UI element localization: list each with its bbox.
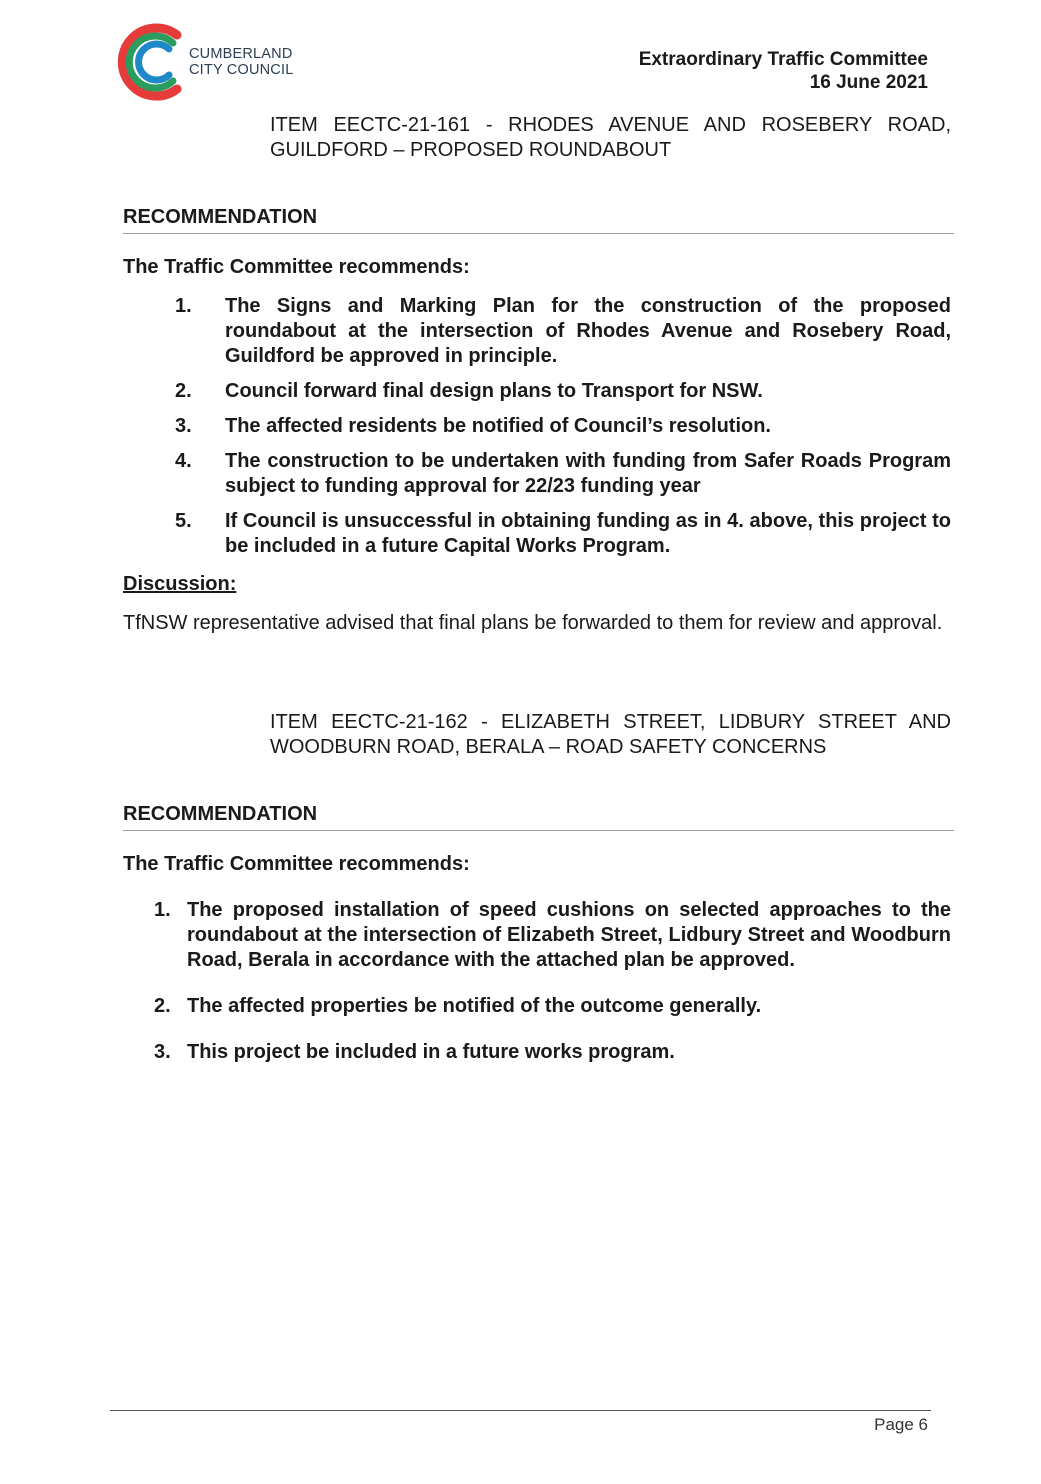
list-item xyxy=(175,379,951,404)
discussion-text: TfNSW representative advised that final plans be forwarded to them for review and approval. xyxy=(123,612,943,634)
list-number: 4. xyxy=(175,450,192,472)
list-number: 3. xyxy=(154,1041,171,1063)
list-number: 2. xyxy=(154,995,171,1017)
list-item xyxy=(175,449,951,499)
list-text: If Council is unsuccessful in obtaining funding as in 4. above, this project to be included in a future Capital Works Program. xyxy=(225,510,951,557)
list-text: The Signs and Marking Plan for the construction of the proposed roundabout at the intersection of Rhodes Avenue and Rosebery Road, Guildford be approved in principle. xyxy=(225,295,951,367)
document-header xyxy=(639,48,928,94)
discussion-heading: Discussion: xyxy=(123,573,237,595)
list-item xyxy=(175,509,951,559)
list-item xyxy=(154,994,951,1019)
list-item xyxy=(175,294,951,369)
list-text: The affected properties be notified of the outcome generally. xyxy=(187,995,762,1017)
page-number: Page 6 xyxy=(874,1415,928,1434)
list-text: The proposed installation of speed cushions on selected approaches to the roundabout at the intersection of Elizabeth Street, Lidbury Street and Woodburn Road, Berala in accordance with the attached plan be approved. xyxy=(187,899,951,971)
list-item xyxy=(154,898,951,973)
item-2-recommendation-heading: RECOMMENDATION xyxy=(123,802,954,831)
footer-divider xyxy=(110,1410,931,1411)
list-number: 3. xyxy=(175,415,192,437)
item-2-title: ITEM EECTC-21-162 - ELIZABETH STREET, LIDBURY STREET AND WOODBURN ROAD, BERALA – ROAD SAFETY CONCERNS xyxy=(270,711,951,758)
list-number: 2. xyxy=(175,380,192,402)
list-text: Council forward final design plans to Transport for NSW. xyxy=(225,380,763,402)
list-text: The construction to be undertaken with funding from Safer Roads Program subject to funding approval for 22/23 funding year xyxy=(225,450,951,497)
meeting-date: 16 June 2021 xyxy=(809,72,928,93)
list-text: The affected residents be notified of Council’s resolution. xyxy=(225,415,771,437)
list-text: This project be included in a future works program. xyxy=(187,1041,675,1063)
list-number: 1. xyxy=(154,899,171,921)
item-2-intro: The Traffic Committee recommends: xyxy=(123,853,470,875)
logo-line-1: CUMBERLAND xyxy=(189,46,293,62)
committee-name: Extraordinary Traffic Committee xyxy=(638,49,928,70)
list-number: 5. xyxy=(175,510,192,532)
list-item xyxy=(154,1040,951,1065)
logo-line-2: CITY COUNCIL xyxy=(189,62,294,78)
list-number: 1. xyxy=(175,295,192,317)
item-1-recommendation-heading: RECOMMENDATION xyxy=(123,205,954,234)
item-1-title: ITEM EECTC-21-161 - RHODES AVENUE AND ROSEBERY ROAD, GUILDFORD – PROPOSED ROUNDABOUT xyxy=(270,114,951,161)
council-logo-icon xyxy=(115,21,187,103)
list-item xyxy=(175,414,951,439)
item-2-recommendation-list xyxy=(154,898,951,1086)
item-1-recommendation-list xyxy=(175,294,951,569)
council-logo xyxy=(115,21,305,103)
item-1-intro: The Traffic Committee recommends: xyxy=(123,256,470,278)
council-logo-text xyxy=(189,46,293,78)
